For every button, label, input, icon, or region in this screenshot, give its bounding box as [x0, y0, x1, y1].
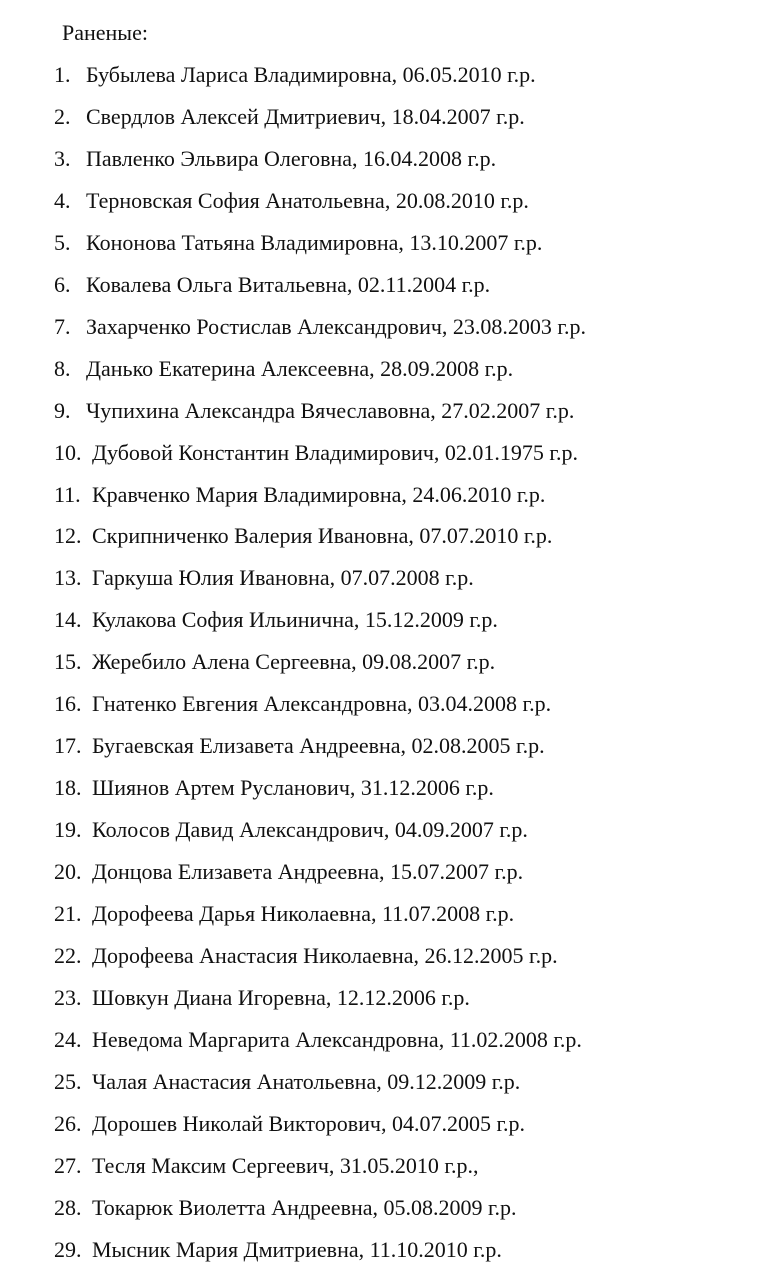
list-item-text: Павленко Эльвира Олеговна, 16.04.2008 г.р. — [86, 146, 497, 171]
list-item-text: Колосов Давид Александрович, 04.09.2007 г.р. — [92, 817, 528, 842]
list-item-text: Тесля Максим Сергеевич, 31.05.2010 г.р., — [92, 1153, 479, 1178]
list-item-text: Гнатенко Евгения Александровна, 03.04.2008 г.р. — [92, 691, 552, 716]
list-item-text: Шиянов Артем Русланович, 31.12.2006 г.р. — [92, 775, 494, 800]
list-item-text: Скрипниченко Валерия Ивановна, 07.07.2010 г.р. — [92, 523, 553, 548]
list-item-number: 28. — [54, 1195, 82, 1220]
list-item-number: 4. — [54, 188, 71, 213]
list-item-text: Свердлов Алексей Дмитриевич, 18.04.2007 г.р. — [86, 104, 525, 129]
list-item-number: 27. — [54, 1153, 82, 1178]
list-item-text: Бубылева Лариса Владимировна, 06.05.2010 г.р. — [86, 62, 536, 87]
list-item-number: 9. — [54, 398, 71, 423]
list-item-number: 20. — [54, 859, 82, 884]
list-item-text: Гаркуша Юлия Ивановна, 07.07.2008 г.р. — [92, 565, 474, 590]
list-item-text: Данько Екатерина Алексеевна, 28.09.2008 г.р. — [86, 356, 514, 381]
list-item-number: 15. — [54, 649, 82, 674]
list-item-text: Кулакова София Ильинична, 15.12.2009 г.р. — [92, 607, 498, 632]
list-item-number: 12. — [54, 523, 82, 548]
list-item-text: Шовкун Диана Игоревна, 12.12.2006 г.р. — [92, 985, 470, 1010]
list-item-number: 16. — [54, 691, 82, 716]
list-item-text: Дорофеева Дарья Николаевна, 11.07.2008 г.р. — [92, 901, 515, 926]
list-item-text: Бугаевская Елизавета Андреевна, 02.08.2005 г.р. — [92, 733, 545, 758]
list-item-number: 7. — [54, 314, 71, 339]
list-item-number: 13. — [54, 565, 82, 590]
list-item-text: Дорофеева Анастасия Николаевна, 26.12.2005 г.р. — [92, 943, 558, 968]
list-item-number: 17. — [54, 733, 82, 758]
list-item-number: 5. — [54, 230, 71, 255]
list-item-number: 19. — [54, 817, 82, 842]
list-item-text: Дубовой Константин Владимирович, 02.01.1975 г.р. — [92, 440, 578, 465]
list-item-number: 2. — [54, 104, 71, 129]
list-item-text: Чалая Анастасия Анатольевна, 09.12.2009 г.р. — [92, 1069, 521, 1094]
list-item-number: 11. — [54, 482, 81, 507]
list-item-number: 14. — [54, 607, 82, 632]
list-item-text: Терновская София Анатольевна, 20.08.2010 г.р. — [86, 188, 529, 213]
list-item-number: 18. — [54, 775, 82, 800]
list-item-text: Жеребило Алена Сергеевна, 09.08.2007 г.р. — [92, 649, 496, 674]
list-item-number: 23. — [54, 985, 82, 1010]
list-item-number: 3. — [54, 146, 71, 171]
list-item-text: Донцова Елизавета Андреевна, 15.07.2007 г.р. — [92, 859, 524, 884]
list-item-text: Дорошев Николай Викторович, 04.07.2005 г.р. — [92, 1111, 525, 1136]
list-item-text: Неведома Маргарита Александровна, 11.02.2008 г.р. — [92, 1027, 582, 1052]
list-item-number: 10. — [54, 440, 82, 465]
list-item-number: 8. — [54, 356, 71, 381]
list-item-text: Токарюк Виолетта Андреевна, 05.08.2009 г.р. — [92, 1195, 517, 1220]
list-item-number: 29. — [54, 1237, 82, 1262]
list-item-number: 24. — [54, 1027, 82, 1052]
list-item-number: 6. — [54, 272, 71, 297]
list-item-text: Ковалева Ольга Витальевна, 02.11.2004 г.р. — [86, 272, 491, 297]
list-item-number: 26. — [54, 1111, 82, 1136]
list-item-number: 25. — [54, 1069, 82, 1094]
list-item-text: Кононова Татьяна Владимировна, 13.10.2007 г.р. — [86, 230, 543, 255]
list-item-number: 22. — [54, 943, 82, 968]
list-item-text: Кравченко Мария Владимировна, 24.06.2010 г.р. — [92, 482, 546, 507]
list-heading: Раненые: — [62, 20, 148, 45]
list-item-text: Захарченко Ростислав Александрович, 23.08.2003 г.р. — [86, 314, 586, 339]
list-item-number: 21. — [54, 901, 82, 926]
list-item-text: Чупихина Александра Вячеславовна, 27.02.2007 г.р. — [86, 398, 575, 423]
list-item-number: 1. — [54, 62, 71, 87]
list-item-text: Мысник Мария Дмитриевна, 11.10.2010 г.р. — [92, 1237, 502, 1262]
